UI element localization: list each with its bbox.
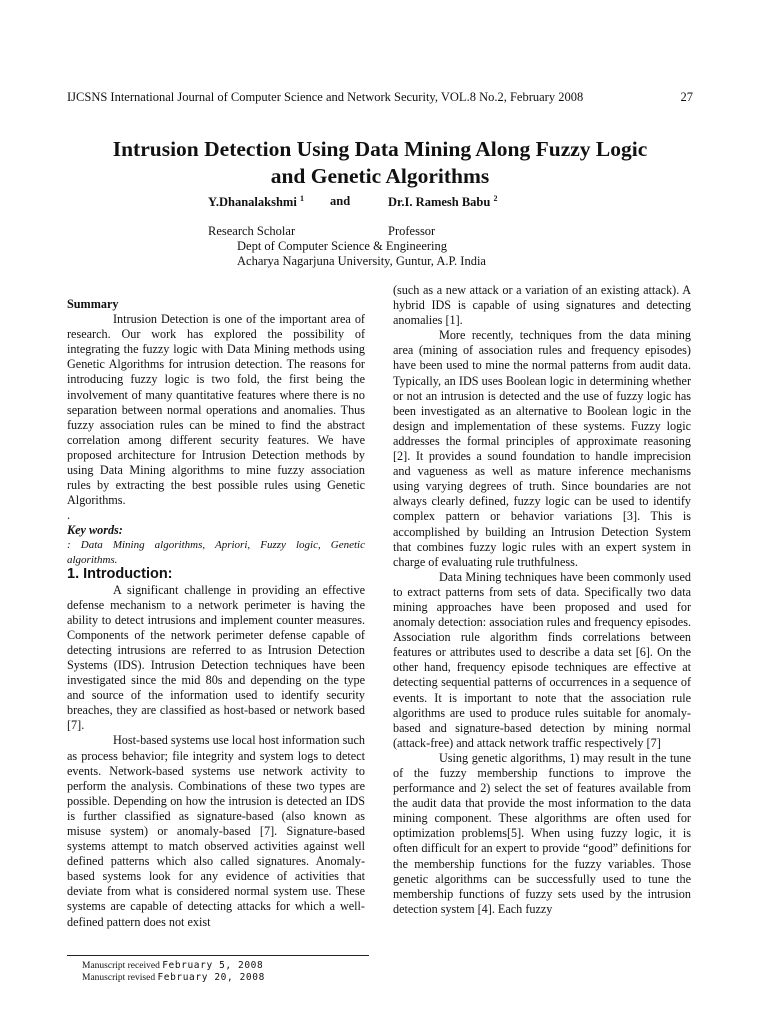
intro-paragraph-1: A significant challenge in providing an effective defense mechanism to a network perimeter is having the ability to detect intrusions and implement counter measures. Components of the network perimeter defense capable of detecting intrusions are referred to as Intrusion Detection Systems (IDS). Intrusion Detection techniques have been investigated since the mid 80s and depending on the type and source of the information used to identify security breaches, they are classified as host-based or network based [7]. (67, 582, 365, 733)
department: Dept of Computer Science & Engineering (237, 239, 448, 253)
left-column (67, 297, 365, 930)
role-1: Research Scholar (208, 224, 296, 238)
university: Acharya Nagarjuna University, Guntur, A.P. India (237, 254, 486, 268)
summary-text: Intrusion Detection is one of the important area of research. Our work has explored the possibility of integrating the fuzzy logic with Data Mining methods using Genetic Algorithms for intrusion detection. The reasons for introducing fuzzy logic is two fold, the first being the involvement of many quantitative features where there is no separation between normal operations and anomalies. Thus fuzzy association rules can be mined to find the abstract correlation among different security features. We have proposed architecture for Intrusion Detection methods by using Data Mining algorithms to mine fuzzy association rules by extracting the best possible rules using Genetic Algorithms. (67, 312, 365, 508)
introduction-heading: 1. Introduction: (67, 566, 173, 583)
author-2 (388, 194, 497, 210)
footnote-received (82, 960, 265, 972)
page-number: 27 (680, 90, 693, 104)
author-2-name: Dr.I. Ramesh Babu (388, 195, 491, 210)
revised-label: Manuscript revised (82, 973, 156, 983)
right-paragraph-2: More recently, techniques from the data mining area (mining of association rules and frequency episodes) have been used to mine the normal patterns from audit data. Typically, an IDS uses Boolean logic in determining whether or not an intrusion is detected and the use of fuzzy logic has been investigated as an alternative to Boolean logic in the design and implementation of these systems. Fuzzy logic addresses the formal principles of approximate reasoning [2]. It provides a sound foundation to handle imprecision and vagueness as well as mature inference mechanisms using varying degrees of truth. Since boundaries are not always clearly defined, fuzzy logic can be used to identify complex pattern or behavior variations [3]. This is accomplished by building an Intrusion Detection System that combines fuzzy logic rules with an expert system in charge of evaluating rule truthfulness. (393, 328, 691, 569)
author-2-sup: 2 (493, 194, 498, 203)
paper-title (60, 136, 700, 190)
received-date: February 5, 2008 (162, 960, 264, 971)
footnotes (82, 960, 265, 984)
right-paragraph-4: Using genetic algorithms, 1) may result in the tune of the fuzzy membership functions to improve the performance and 2) select the set of features available from the audit data that provide the most information to the data mining component. These algorithms are often used for optimization problems[5]. When using fuzzy logic, it is often difficult for an expert to provide “good” definitions for the membership functions for the fuzzy variables. Those genetic algorithms can be successfully used to tune the membership functions of fuzzy sets used by the intrusion detection system [4]. Each fuzzy (393, 750, 691, 916)
summary-heading: Summary (67, 297, 119, 311)
journal-name: IJCSNS International Journal of Computer Science and Network Security, VOL.8 No.2, February 2008 (67, 90, 584, 104)
author-and: and (330, 194, 351, 208)
received-label: Manuscript received (82, 961, 160, 971)
author-1-sup: 1 (299, 194, 304, 203)
author-1-name: Y.Dhanalakshmi (208, 195, 297, 210)
title-line-1: Intrusion Detection Using Data Mining Along Fuzzy Logic (112, 137, 648, 161)
summary-dot: . (67, 508, 71, 523)
keywords-text: : Data Mining algorithms, Apriori, Fuzzy logic, Genetic algorithms. (67, 539, 365, 566)
right-paragraph-1: (such as a new attack or a variation of an existing attack). A hybrid IDS is capable of using signatures and detecting anomalies [1]. (393, 283, 691, 328)
author-1 (208, 194, 304, 210)
intro-paragraph-2: Host-based systems use local host information such as process behavior; file integrity and system logs to detect events. Network-based systems use network activity to perform the analysis. Combinations of these two types are possible. Depending on how the intrusion is detected an IDS is further classified as signature-based (also known as misuse system) or anomaly-based [7]. Signature-based systems attempt to match observed activities against well defined patterns which also called signatures. Anomaly-based systems look for any evidence of activities that deviate from what is considered normal system use. These systems are capable of detecting attacks for which a well-defined pattern does not exist (67, 733, 365, 929)
revised-date: February 20, 2008 (157, 972, 265, 983)
footnote-divider (67, 955, 369, 956)
keywords-heading: Key words: (67, 523, 123, 538)
footnote-revised (82, 972, 265, 984)
right-paragraph-3: Data Mining techniques have been commonly used to extract patterns from sets of data. Specifically two data mining approaches have been proposed and used for anomaly detection: association rules and frequency episodes. Association rule algorithm finds correlations between features or attributes used to describe a data set [6]. On the other hand, frequency episode techniques are effective at detecting sequential patterns of occurrences in a sequence of events. It is important to note that the association rule algorithms are used to produce rules suitable for anomaly-based and signature-based detection by mining normal (attack-free) and attack network traffic respectively [7] (393, 569, 691, 750)
right-column (393, 283, 691, 917)
title-line-2: and Genetic Algorithms (270, 164, 490, 188)
role-2: Professor (388, 224, 436, 238)
running-header (67, 90, 693, 105)
